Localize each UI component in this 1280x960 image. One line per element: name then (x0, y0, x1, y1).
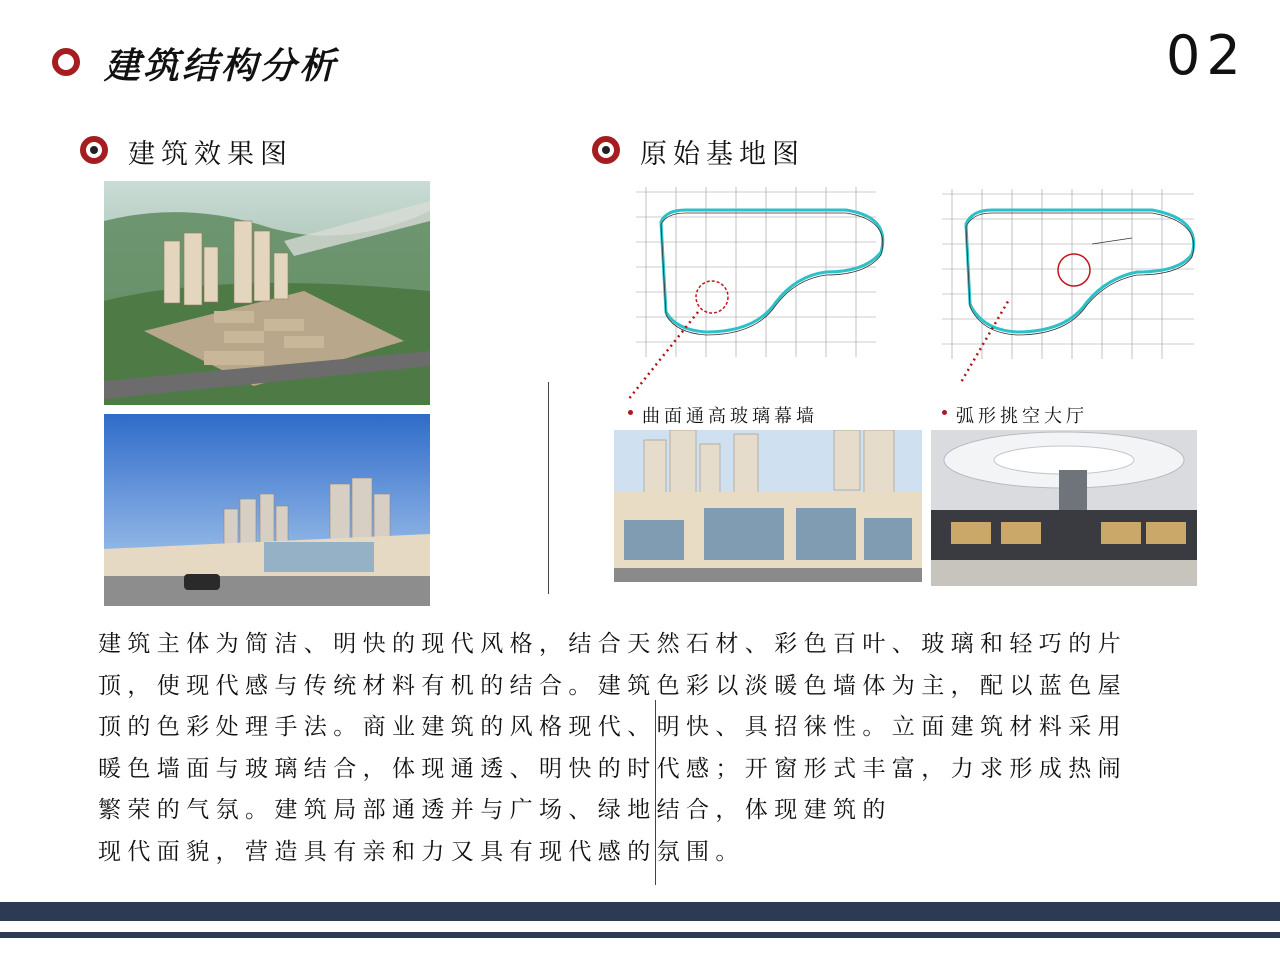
caption-curtain-wall: 曲面通高玻璃幕墙 (642, 406, 818, 427)
description-line: 顶的色彩处理手法。商业建筑的风格现代、明快、具招徕性。立面建筑材料采用 (98, 714, 1127, 740)
page-number: 02 (1166, 24, 1247, 87)
facade-photo (614, 430, 922, 582)
leader-lines (620, 300, 1040, 410)
bullet-target-icon (592, 136, 620, 164)
description-text (98, 624, 1220, 873)
bullet-target-icon (80, 136, 108, 164)
section-label-site-plan: 原始基地图 (640, 139, 805, 170)
section-label-rendering: 建筑效果图 (128, 139, 293, 170)
caption-bullet-icon (628, 410, 633, 415)
title-ring-icon (52, 48, 80, 76)
divider-line (548, 382, 549, 594)
footer-stripe (0, 932, 1280, 938)
description-line: 繁荣的气氛。建筑局部通透并与广场、绿地结合，体现建筑的 (98, 797, 892, 823)
lobby-photo (931, 430, 1197, 586)
caption-lobby: 弧形挑空大厅 (956, 406, 1088, 427)
caption-bullet-icon (942, 410, 947, 415)
description-line: 顶，使现代感与传统材料有机的结合。建筑色彩以淡暖色墙体为主，配以蓝色屋 (98, 672, 1127, 699)
description-line: 建筑主体为简洁、明快的现代风格，结合天然石材、彩色百叶、玻璃和轻巧的片 (98, 631, 1127, 657)
description-line: 现代面貌，营造具有亲和力又具有现代感的氛围。 (98, 838, 745, 865)
street-rendering-image (104, 414, 430, 606)
description-line: 暖色墙面与玻璃结合，体现通透、明快的时代感；开窗形式丰富，力求形成热闹 (98, 755, 1127, 782)
aerial-rendering-image (104, 181, 430, 405)
page-title: 建筑结构分析 (104, 45, 339, 87)
footer-stripe (0, 902, 1280, 921)
